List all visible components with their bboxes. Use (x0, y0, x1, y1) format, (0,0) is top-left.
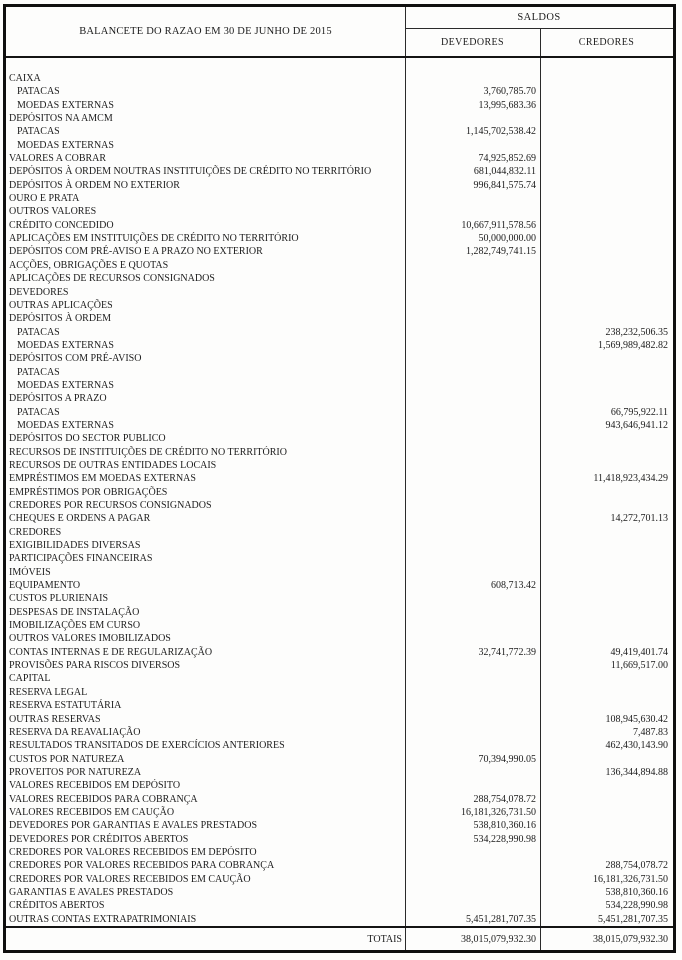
row-credores-value (540, 299, 673, 312)
row-credores-value (540, 753, 673, 766)
row-devedores-value: 538,810,360.16 (473, 820, 536, 832)
rows-container (6, 58, 673, 926)
row-label: CAIXA (9, 73, 41, 84)
row-devedores-value (405, 699, 540, 712)
row-devedores-value (405, 112, 540, 125)
table-row (6, 299, 673, 312)
row-credores-value (540, 526, 673, 539)
row-devedores-value (405, 472, 540, 485)
row-credores-value (540, 686, 673, 699)
table-row (6, 312, 673, 325)
table-row (6, 592, 673, 605)
row-devedores-value (405, 552, 540, 565)
row-devedores-value: 50,000,000.00 (478, 233, 536, 245)
table-row (6, 512, 673, 525)
table-row (6, 339, 673, 352)
row-label: PROVISÕES PARA RISCOS DIVERSOS (9, 660, 181, 672)
row-label: EXIGIBILIDADES DIVERSAS (9, 540, 141, 552)
table-row (6, 672, 673, 685)
table-row (6, 632, 673, 645)
totals-devedores-value: 38,015,079,932.30 (461, 933, 536, 945)
row-devedores-value (405, 432, 540, 445)
table-row (6, 326, 673, 339)
table-row (6, 392, 673, 405)
row-credores-value: 288,754,078.72 (605, 860, 668, 872)
row-label: OURO E PRATA (9, 193, 80, 205)
row-label: PATACAS (17, 326, 60, 338)
row-devedores-value (405, 326, 540, 339)
table-row (6, 726, 673, 739)
table-row (6, 713, 673, 726)
row-label: DEPÓSITOS DO SECTOR PUBLICO (9, 433, 166, 445)
row-label: DEPÓSITOS COM PRÉ-AVISO E A PRAZO NO EXTERIOR (9, 246, 263, 258)
table-row (6, 139, 673, 152)
table-row (6, 419, 673, 432)
table-row (6, 446, 673, 459)
row-credores-value (540, 379, 673, 392)
row-credores-value (540, 85, 673, 98)
row-label: ACÇÕES, OBRIGAÇÕES E QUOTAS (9, 259, 169, 271)
row-label: MOEDAS EXTERNAS (17, 339, 114, 351)
row-label: MOEDAS EXTERNAS (17, 379, 114, 391)
table-row (6, 205, 673, 218)
row-devedores-value (405, 486, 540, 499)
row-devedores-value (405, 272, 540, 285)
row-credores-value (540, 552, 673, 565)
row-credores-value (540, 539, 673, 552)
row-label: CRÉDITOS ABERTOS (9, 900, 105, 912)
totals-credores-value: 38,015,079,932.30 (593, 933, 668, 945)
table-row (6, 432, 673, 445)
table-row (6, 646, 673, 659)
row-credores-value: 943,646,941.12 (605, 419, 668, 431)
row-credores-value (540, 99, 673, 112)
row-devedores-value: 608,713.42 (491, 580, 536, 592)
table-row (6, 699, 673, 712)
row-credores-value: 14,272,701.13 (610, 513, 668, 525)
row-devedores-value (405, 726, 540, 739)
totals-label: TOTAIS (367, 933, 402, 945)
row-label: PATACAS (17, 366, 60, 378)
row-devedores-value (405, 779, 540, 792)
row-devedores-value: 996,841,575.74 (473, 179, 536, 191)
table-row (6, 606, 673, 619)
row-credores-value (540, 592, 673, 605)
row-credores-value (540, 392, 673, 405)
row-devedores-value (405, 459, 540, 472)
row-credores-value (540, 165, 673, 178)
row-label: CREDORES POR VALORES RECEBIDOS PARA COBRANÇA (9, 860, 275, 872)
row-label: VALORES A COBRAR (9, 153, 107, 165)
row-credores-value: 11,418,923,434.29 (593, 473, 668, 485)
table-row (6, 526, 673, 539)
row-label: VALORES RECEBIDOS EM CAUÇÃO (9, 806, 175, 818)
row-devedores-value (405, 899, 540, 912)
balancete-table (3, 4, 676, 953)
row-label: PATACAS (17, 126, 60, 138)
row-devedores-value (405, 379, 540, 392)
row-credores-value (540, 459, 673, 472)
table-row (6, 686, 673, 699)
row-devedores-value (405, 592, 540, 605)
row-label: OUTROS VALORES IMOBILIZADOS (9, 633, 171, 645)
row-label: VALORES RECEBIDOS EM DEPÓSITO (9, 780, 181, 792)
row-credores-value: 16,181,326,731.50 (593, 873, 668, 885)
row-devedores-value (405, 366, 540, 379)
table-row (6, 659, 673, 672)
table-row (6, 833, 673, 846)
row-credores-value (540, 499, 673, 512)
row-credores-value (540, 245, 673, 258)
row-credores-value (540, 833, 673, 846)
row-label: APLICAÇÕES EM INSTITUIÇÕES DE CRÉDITO NO TERRITÓRIO (9, 233, 299, 245)
row-credores-value (540, 486, 673, 499)
row-label: DESPESAS DE INSTALAÇÃO (9, 606, 140, 618)
saldos-subheaders (405, 29, 673, 56)
table-row (6, 366, 673, 379)
row-devedores-value (405, 419, 540, 432)
credores-column-header: CREDORES (578, 37, 635, 48)
row-credores-value: 11,669,517.00 (610, 660, 668, 672)
row-label: CREDORES POR VALORES RECEBIDOS EM CAUÇÃO (9, 873, 251, 885)
row-credores-value (540, 632, 673, 645)
row-credores-value (540, 366, 673, 379)
row-label: MOEDAS EXTERNAS (17, 139, 114, 151)
row-devedores-value: 1,145,702,538.42 (466, 126, 536, 138)
row-devedores-value (405, 72, 540, 85)
table-row (6, 85, 673, 98)
row-devedores-value (405, 859, 540, 872)
row-label: DEPÓSITOS A PRAZO (9, 393, 107, 405)
row-credores-value (540, 606, 673, 619)
row-devedores-value (405, 299, 540, 312)
row-label: PATACAS (17, 406, 60, 418)
row-label: RECURSOS DE INSTITUIÇÕES DE CRÉDITO NO TERRITÓRIO (9, 446, 287, 458)
row-credores-value (540, 139, 673, 152)
row-devedores-value (405, 739, 540, 752)
row-devedores-value (405, 606, 540, 619)
row-credores-value (540, 312, 673, 325)
row-label: CRÉDITO CONCEDIDO (9, 219, 114, 231)
table-row (6, 379, 673, 392)
row-credores-value (540, 566, 673, 579)
row-label: CUSTOS PLURIENAIS (9, 593, 108, 605)
row-label: DEVEDORES POR GARANTIAS E AVALES PRESTADOS (9, 820, 258, 832)
table-row (6, 913, 673, 926)
row-label: RESERVA LEGAL (9, 686, 88, 698)
row-devedores-value (405, 873, 540, 886)
table-row (6, 819, 673, 832)
row-label: IMÓVEIS (9, 566, 51, 578)
row-devedores-value (405, 619, 540, 632)
table-row (6, 459, 673, 472)
row-label: MOEDAS EXTERNAS (17, 99, 114, 111)
row-devedores-value (405, 659, 540, 672)
row-label: RESERVA ESTATUTÁRIA (9, 700, 122, 712)
row-label: CREDORES POR RECURSOS CONSIGNADOS (9, 500, 212, 511)
table-row (6, 286, 673, 299)
row-label: VALORES RECEBIDOS PARA COBRANÇA (9, 793, 198, 805)
row-devedores-value (405, 686, 540, 699)
row-devedores-value (405, 713, 540, 726)
row-devedores-value (405, 446, 540, 459)
table-row (6, 472, 673, 485)
row-devedores-value (405, 259, 540, 272)
table-row (6, 566, 673, 579)
row-devedores-value (405, 539, 540, 552)
row-label: EMPRÉSTIMOS POR OBRIGAÇÕES (9, 486, 168, 498)
row-devedores-value (405, 339, 540, 352)
row-label: CREDORES (9, 526, 62, 538)
row-label: OUTRAS CONTAS EXTRAPATRIMONIAIS (9, 913, 197, 925)
row-devedores-value: 5,451,281,707.35 (466, 913, 536, 925)
table-row (6, 619, 673, 632)
row-credores-value (540, 232, 673, 245)
table-row (6, 125, 673, 138)
row-devedores-value: 288,754,078.72 (473, 793, 536, 805)
row-devedores-value (405, 205, 540, 218)
row-credores-value (540, 432, 673, 445)
table-header (6, 7, 673, 58)
row-label: CUSTOS POR NATUREZA (9, 753, 125, 765)
row-devedores-value (405, 566, 540, 579)
row-devedores-value: 13,995,683.36 (478, 99, 536, 111)
row-label: EMPRÉSTIMOS EM MOEDAS EXTERNAS (9, 473, 196, 485)
row-label: RECURSOS DE OUTRAS ENTIDADES LOCAIS (9, 459, 217, 471)
row-devedores-value: 74,925,852.69 (478, 153, 536, 165)
row-devedores-value (405, 846, 540, 859)
row-devedores-value (405, 766, 540, 779)
row-devedores-value: 70,394,990.05 (478, 753, 536, 765)
table-row (6, 552, 673, 565)
row-credores-value: 108,945,630.42 (605, 713, 668, 725)
row-credores-value (540, 846, 673, 859)
table-row (6, 486, 673, 499)
table-row (6, 259, 673, 272)
row-label: APLICAÇÕES DE RECURSOS CONSIGNADOS (9, 273, 215, 285)
row-credores-value (540, 192, 673, 205)
row-credores-value (540, 446, 673, 459)
row-label: OUTROS VALORES (9, 206, 97, 218)
row-devedores-value (405, 886, 540, 899)
row-credores-value (540, 72, 673, 85)
row-credores-value (540, 793, 673, 806)
row-devedores-value: 534,228,990.98 (473, 833, 536, 845)
table-row (6, 499, 673, 512)
row-devedores-value (405, 526, 540, 539)
row-devedores-value (405, 286, 540, 299)
row-credores-value (540, 125, 673, 138)
row-devedores-value: 1,282,749,741.15 (466, 246, 536, 258)
row-credores-value (540, 272, 673, 285)
row-label: EQUIPAMENTO (9, 580, 81, 592)
row-credores-value: 136,344,894.88 (605, 766, 668, 778)
table-row (6, 219, 673, 232)
row-label: OUTRAS APLICAÇÕES (9, 299, 113, 311)
table-row (6, 352, 673, 365)
row-credores-value: 462,430,143.90 (605, 740, 668, 752)
saldos-header: SALDOS (405, 7, 673, 29)
row-label: CONTAS INTERNAS E DE REGULARIZAÇÃO (9, 646, 213, 658)
row-credores-value (540, 819, 673, 832)
row-label: DEPÓSITOS NA AMCM (9, 113, 113, 125)
row-credores-value (540, 112, 673, 125)
table-row (6, 766, 673, 779)
table-row (6, 793, 673, 806)
row-devedores-value (405, 672, 540, 685)
row-credores-value: 534,228,990.98 (605, 900, 668, 912)
row-label: CHEQUES E ORDENS A PAGAR (9, 513, 151, 525)
row-credores-value (540, 779, 673, 792)
row-label: DEPÓSITOS À ORDEM NOUTRAS INSTITUIÇÕES DE CRÉDITO NO TERRITÓRIO (9, 166, 372, 178)
table-row (6, 753, 673, 766)
row-credores-value: 7,487.83 (633, 726, 668, 738)
row-label: DEVEDORES POR CRÉDITOS ABERTOS (9, 833, 189, 845)
row-label: PROVEITOS POR NATUREZA (9, 766, 142, 778)
row-credores-value: 49,419,401.74 (610, 646, 668, 658)
table-row (6, 99, 673, 112)
row-credores-value (540, 286, 673, 299)
row-credores-value (540, 579, 673, 592)
row-label: IMOBILIZAÇÕES EM CURSO (9, 620, 141, 632)
table-row (6, 899, 673, 912)
row-label: PARTICIPAÇÕES FINANCEIRAS (9, 553, 153, 565)
saldos-header-group (405, 7, 673, 56)
row-credores-value (540, 352, 673, 365)
table-row (6, 272, 673, 285)
row-credores-value: 66,795,922.11 (610, 406, 668, 418)
row-label: DEPÓSITOS À ORDEM (9, 313, 112, 325)
row-credores-value (540, 806, 673, 819)
row-devedores-value (405, 192, 540, 205)
row-devedores-value (405, 632, 540, 645)
row-devedores-value (405, 352, 540, 365)
row-label: CAPITAL (9, 673, 51, 685)
row-label: DEPÓSITOS À ORDEM NO EXTERIOR (9, 179, 180, 191)
row-credores-value (540, 672, 673, 685)
row-credores-value (540, 619, 673, 632)
table-row (6, 859, 673, 872)
row-label: PATACAS (17, 86, 60, 98)
table-row (6, 873, 673, 886)
report-title: BALANCETE DO RAZAO EM 30 DE JUNHO DE 2015 (79, 26, 332, 37)
table-row (6, 579, 673, 592)
row-credores-value (540, 259, 673, 272)
row-credores-value (540, 152, 673, 165)
row-label: DEVEDORES (9, 286, 69, 298)
row-credores-value: 538,810,360.16 (605, 886, 668, 898)
row-devedores-value (405, 406, 540, 419)
row-devedores-value (405, 499, 540, 512)
table-row (6, 846, 673, 859)
table-row (6, 232, 673, 245)
table-row (6, 179, 673, 192)
row-devedores-value (405, 392, 540, 405)
row-devedores-value: 16,181,326,731.50 (461, 806, 536, 818)
row-label: RESERVA DA REAVALIAÇÃO (9, 726, 141, 738)
row-devedores-value: 10,667,911,578.56 (461, 219, 536, 231)
row-devedores-value (405, 312, 540, 325)
devedores-column-header: DEVEDORES (440, 37, 505, 48)
row-credores-value: 5,451,281,707.35 (598, 913, 668, 925)
row-label: RESULTADOS TRANSITADOS DE EXERCÍCIOS ANTERIORES (9, 740, 285, 752)
table-row (6, 779, 673, 792)
table-row (6, 806, 673, 819)
table-row (6, 112, 673, 125)
table-row (6, 72, 673, 85)
table-row (6, 192, 673, 205)
table-row (6, 539, 673, 552)
row-credores-value (540, 205, 673, 218)
row-devedores-value: 681,044,832.11 (473, 166, 536, 178)
table-row (6, 165, 673, 178)
row-devedores-value: 3,760,785.70 (483, 86, 536, 98)
row-credores-value: 238,232,506.35 (605, 326, 668, 338)
row-credores-value (540, 179, 673, 192)
row-credores-value (540, 699, 673, 712)
table-row (6, 886, 673, 899)
row-credores-value: 1,569,989,482.82 (598, 339, 668, 351)
table-row (6, 739, 673, 752)
table-row (6, 406, 673, 419)
row-devedores-value (405, 139, 540, 152)
row-label: OUTRAS RESERVAS (9, 713, 101, 725)
row-devedores-value: 32,741,772.39 (478, 646, 536, 658)
row-label: MOEDAS EXTERNAS (17, 419, 114, 431)
totals-row (6, 926, 673, 950)
table-row (6, 245, 673, 258)
row-credores-value (540, 219, 673, 232)
row-devedores-value (405, 512, 540, 525)
row-label: GARANTIAS E AVALES PRESTADOS (9, 886, 174, 898)
row-label: CREDORES POR VALORES RECEBIDOS EM DEPÓSITO (9, 846, 257, 858)
table-row (6, 152, 673, 165)
row-label: DEPÓSITOS COM PRÉ-AVISO (9, 353, 142, 365)
